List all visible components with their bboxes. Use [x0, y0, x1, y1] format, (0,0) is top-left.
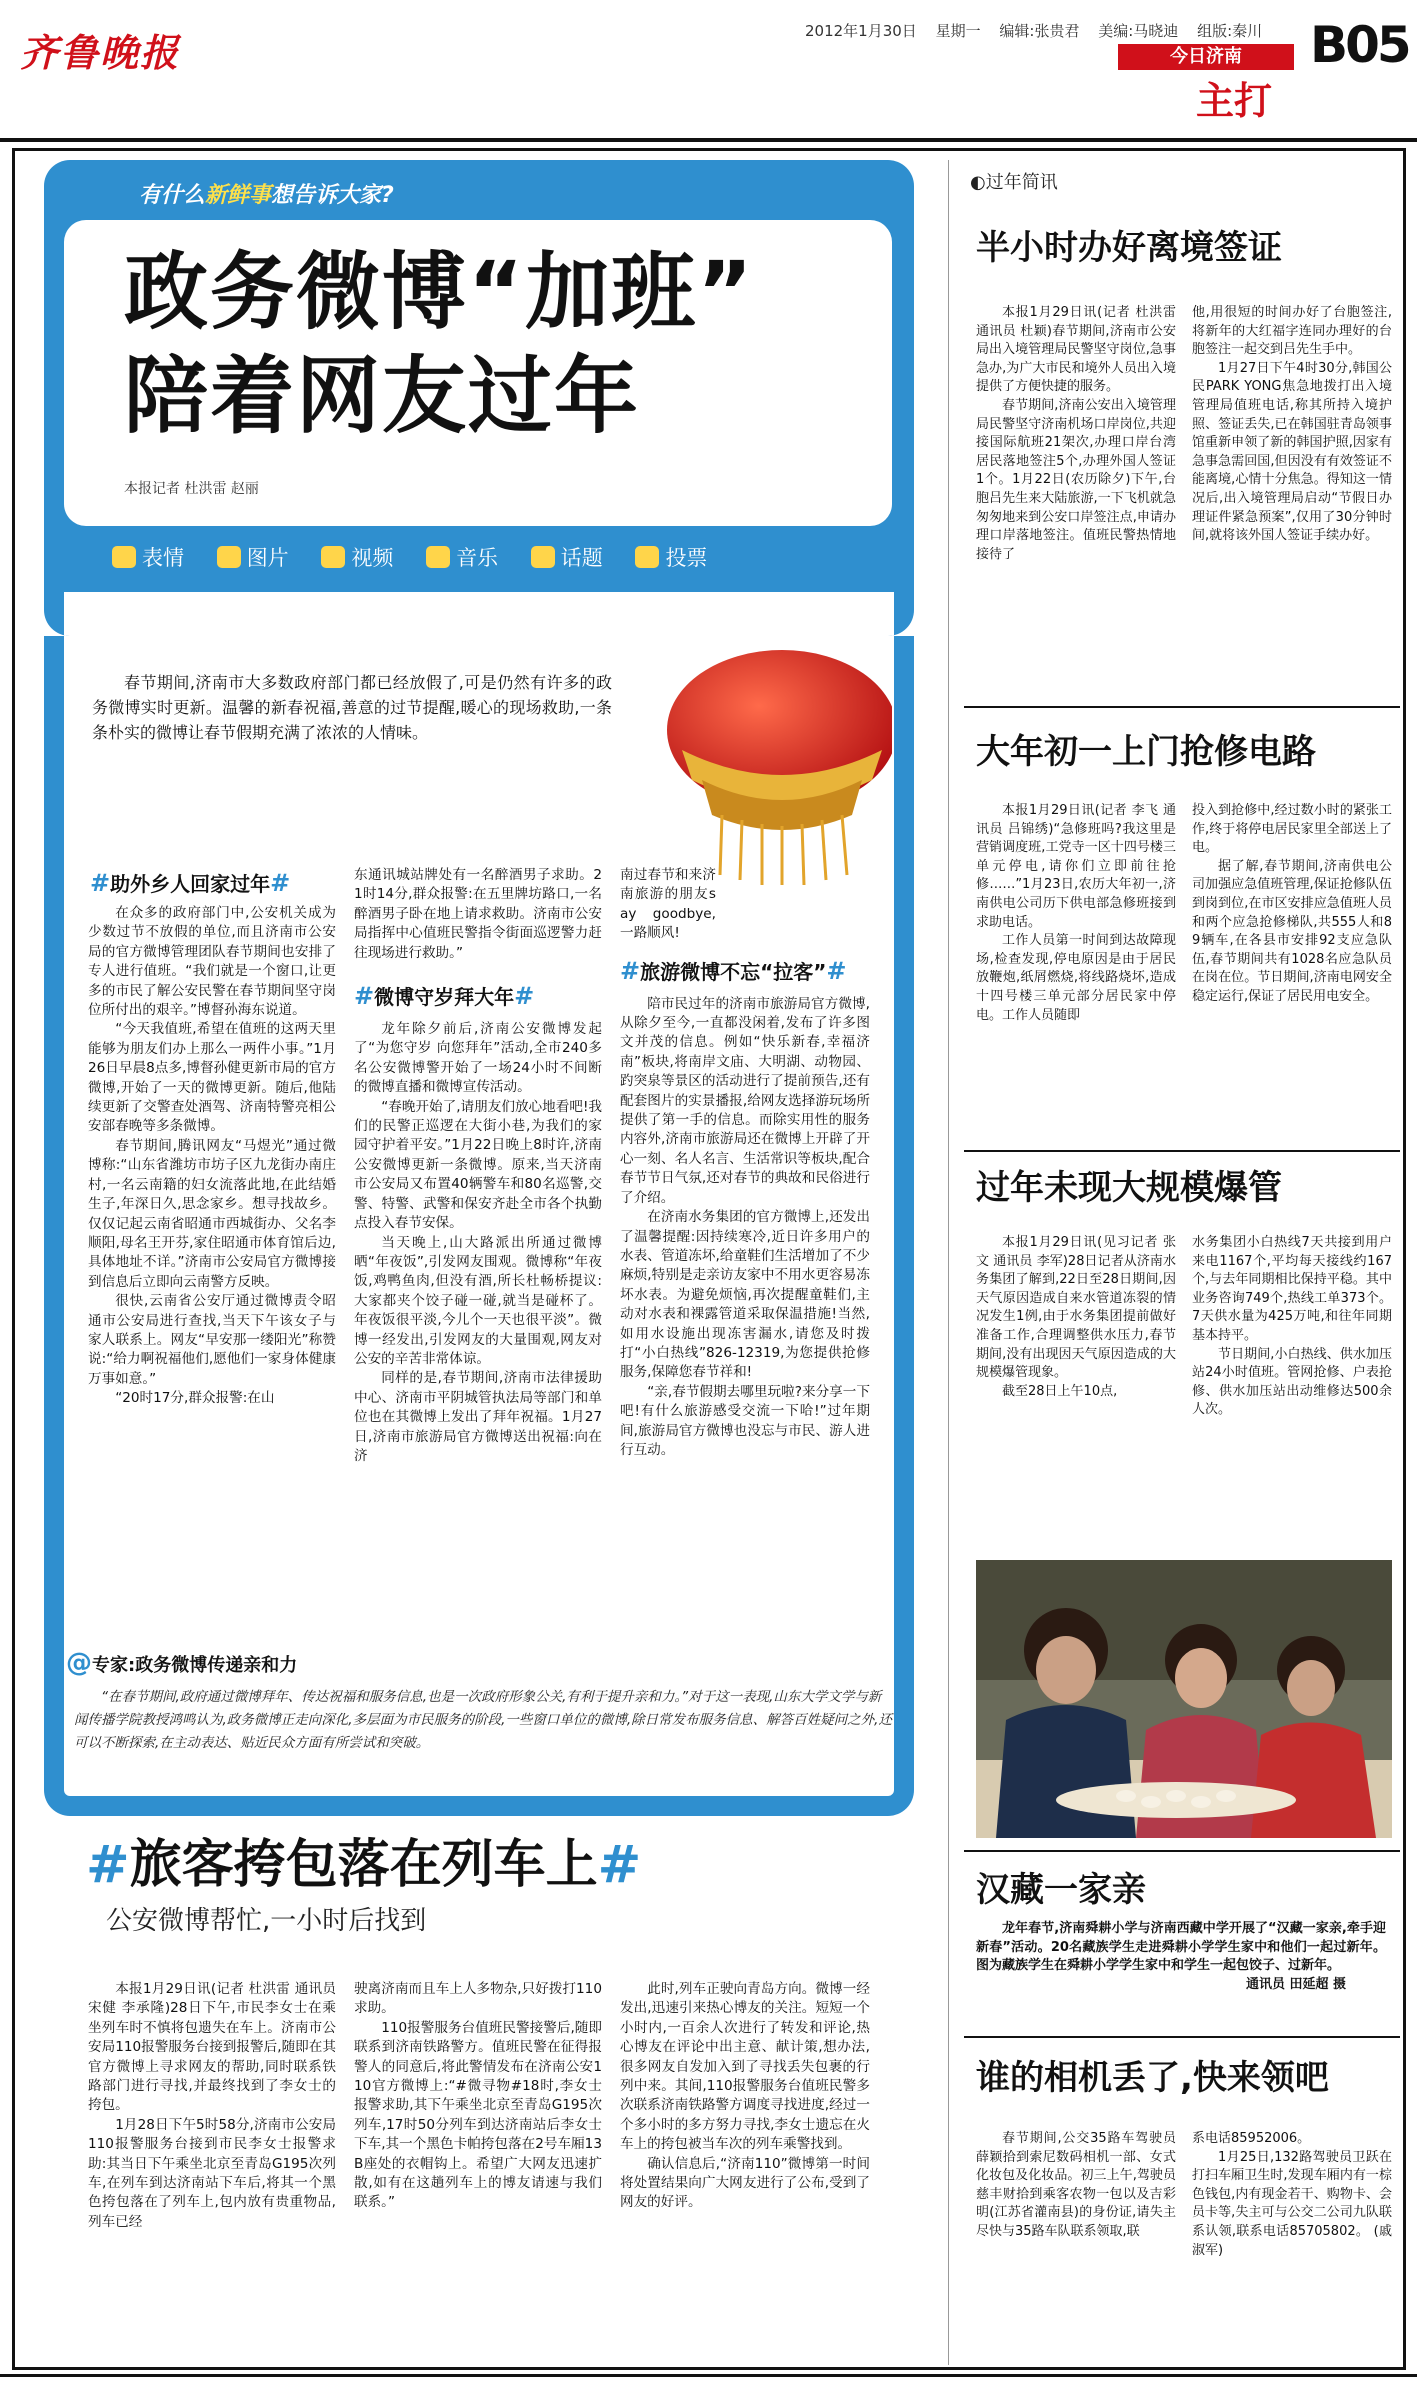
brief-5-title: 谁的相机丢了,快来领吧: [976, 2058, 1329, 2098]
hashtag-icon: #: [597, 1835, 642, 1895]
para: 陪市民过年的济南市旅游局官方微博,从除夕至今,一直都没闲着,发布了许多图文并茂的信息。例如“快乐新春,幸福济南”板块,将南岸文庙、大明湖、动物园、趵突泉等景区的活动进行了提前预告,还有配套图片的实景播报,给网友选择游玩场所提供了第一手的信息。而除实用性的服务内容外,济南市旅游局还在微博上开辟了开心一刻、名人名言、生活常识等板块,配合春节节日气氛,还对春节的典故和民俗进行了介绍。: [620, 995, 870, 1206]
ask-banner-pre: 有什么: [139, 183, 206, 208]
brief-1-title: 半小时办好离境签证: [976, 228, 1282, 268]
briefs-label-text: 过年简讯: [985, 172, 1058, 193]
hashtag-icon: #: [620, 956, 641, 985]
music-icon: [426, 546, 450, 568]
para: 驶离济南而且车上人多物杂,只好拨打110求助。: [354, 1981, 602, 2017]
subhead-3-text: 旅游微博不忘“拉客”: [640, 959, 827, 984]
column-name: 主打: [1196, 79, 1273, 123]
para: 他,用很短的时间办好了台胞签注,将新年的大红福字连同办理好的台胞签注一起交到吕先生手中。: [1192, 305, 1392, 358]
story-2-col-3: [620, 1980, 870, 2213]
hashtag-icon: #: [270, 869, 291, 897]
masthead-rule: [0, 138, 1417, 142]
paper-name-logo: 齐鲁晚报: [20, 30, 181, 75]
para: 节日期间,小白热线、供水加压站24小时值班。管网抢修、户表抢修、供水加压站出动维修达500余人次。: [1192, 1346, 1392, 1418]
issue-weekday: 星期一: [935, 22, 981, 40]
expert-title-text: 专家:政务微博传递亲和力: [92, 1655, 298, 1676]
brief-5-col-2: [1192, 2130, 1392, 2260]
story-2-col-2: [354, 1980, 602, 2213]
brief-4-title: 汉藏一家亲: [976, 1870, 1146, 1910]
para: 确认信息后,“济南110”微博第一时间将处置结果向广大网友进行了公布,受到了网友的好评。: [620, 2155, 870, 2211]
headline-line-2: 陪着网友过年: [124, 347, 641, 445]
para: 在济南水务集团的官方微博上,还发出了温馨提醒:因持续寒冷,近日许多用户的水表、管道冻坏,给童鞋们生活增加了不少麻烦,特别是走亲访友家中不用水更容易冻坏水表。为避免烦恼,再次提醒童鞋们,主动对水表和裸露管道采取保温措施!当然,如用水设施出现冻害漏水,请您及时拨打“小白热线”826-12319,为您提供抢修服务,保障您春节祥和!: [620, 1209, 870, 1381]
tab-picture[interactable]: 图片: [217, 546, 289, 570]
para: 110报警服务台值班民警接警后,随即联系到济南铁路警方。值班民警在征得报警人的同意后,将此警情发布在济南公安110官方微博上:“#微寻物#18时,李女士报警求助,其下午乘坐北京至青岛G195次列车,17时50分列车到达济南站后李女士下车,其一个黑色卡帕挎包落在2号车厢13B座处的衣帽钩上。希望广大网友迅速扩散,如有在这趟列车上的博友请速与我们联系。”: [354, 2019, 602, 2211]
smile-icon: [112, 546, 136, 568]
hashtag-icon: #: [90, 869, 111, 897]
para: 此时,列车正驶向青岛方向。微博一经发出,迅速引来热心博友的关注。短短一个小时内,一百余人次进行了转发和评论,热心博友在评论中出主意、献计策,想办法,很多网友自发加入到了寻找丢失包裹的行列中来。其间,110报警服务台值班民警多次联系济南铁路警方调度寻找进度,经过一个多小时的多方努力寻找,李女士遗忘在火车上的挎包被当车次的列车乘警找到。: [620, 1981, 870, 2153]
byline: 本报记者 杜洪雷 赵丽: [124, 481, 259, 497]
brief-2-col-1: [976, 802, 1176, 1025]
story-2-headline: [86, 1822, 641, 1897]
ask-banner: [139, 178, 394, 209]
briefs-label: [970, 168, 1058, 194]
para: 很快,云南省公安厅通过微博责令昭通市公安局进行查找,当天下午该女子与家人联系上。网友“早安那一缕阳光”称赞说:“给力啊祝福他们,愿他们一家身体健康万事如意。”: [88, 1293, 336, 1387]
brief-1-col-1: [976, 304, 1176, 564]
tab-topic[interactable]: 话题: [531, 546, 603, 570]
tab-emoji[interactable]: 表情: [112, 546, 184, 570]
art-editor-credit: 美编:马晓迪: [1098, 22, 1179, 40]
brief-3-title: 过年未现大规模爆管: [976, 1168, 1282, 1208]
brief-4-caption-block: [976, 1920, 1386, 1994]
layout-editor-credit: 组版:秦川: [1197, 22, 1263, 40]
para: 同样的是,春节期间,济南市法律援助中心、济南市平阴城管执法局等部门和单位也在其微博上发出了拜年祝福。1月27日,济南市旅游局官方微博送出祝福:向在济: [354, 1370, 602, 1464]
subhead-3: [620, 956, 870, 985]
weibo-tabs: [112, 542, 733, 572]
hashtag-icon: #: [826, 956, 847, 985]
para: 本报1月29日讯(记者 李飞 通讯员 吕锦绣)“急修班吗?我这里是营销调度班,工党寺一区十四号楼三单元停电,请你们立即前往抢修……”1月23日,农历大年初一,济南供电公司历下供电部急修班接到求助电话。: [976, 803, 1176, 930]
para: “亲,春节假期去哪里玩啦?来分享一下吧!有什么旅游感受交流一下哈!”过年期间,旅游局官方微博也没忘与市民、游人进行互动。: [620, 1383, 870, 1458]
story-2-subtitle: 公安微博帮忙,一小时后找到: [106, 1906, 427, 1936]
para: 投入到抢修中,经过数小时的紧张工作,终于将停电居民家里全部送上了电。: [1192, 803, 1392, 856]
brief-1-col-2: [1192, 304, 1392, 546]
dumpling-photo: [976, 1560, 1392, 1838]
subhead-2-text: 微博守岁拜大年: [374, 985, 515, 1010]
issue-date: 2012年1月30日: [805, 22, 917, 40]
subhead-2: [354, 981, 602, 1010]
brief-3-col-1: [976, 1234, 1176, 1401]
feature-box: [44, 160, 914, 636]
para: 东通讯城站牌处有一名醉酒男子求助。21时14分,群众报警:在五里牌坊路口,一名醉酒男子卧在地上请求救助。济南市公安局指挥中心值班民警指令街面巡逻警力赶往现场进行救助。”: [354, 867, 602, 961]
tab-vote[interactable]: 投票: [635, 546, 707, 570]
page-bottom-rule: [0, 2374, 1417, 2377]
ask-banner-post: 想告诉大家?: [271, 183, 394, 208]
ask-banner-highlight: 新鲜事: [205, 183, 272, 208]
para: 工作人员第一时间到达故障现场,检查发现,停电原因是由于居民放鞭炮,纸屑燃烧,将线路烧坏,造成十四号楼三单元部分居民家中停电。工作人员随即: [976, 933, 1176, 1023]
para: 在众多的政府部门中,公安机关成为少数过节不放假的单位,而且济南市公安局的官方微博管理团队春节期间也安排了专人进行值班。“我们就是一个窗口,让更多的市民了解公安民警在春节期间坚守岗位所付出的艰辛。”博督孙海东说道。: [88, 905, 336, 1019]
photo-credit: 通讯员 田延超 摄: [1245, 1976, 1346, 1992]
vote-icon: [635, 546, 659, 568]
expert-text: “在春节期间,政府通过微博拜年、传达祝福和服务信息,也是一次政府形象公关,有利于提升亲和力。”对于这一表现,山东大学文学与新闻传播学院教授鸿鸣认为,政务微博正走向深化,多层面为市民服务的阶段,一些窗口单位的微博,除日常发布服务信息、解答百姓疑问之外,还可以不断探索,在主动表达、贴近民众方面有所尝试和突破。: [74, 1689, 892, 1751]
brief-divider: [964, 1150, 1400, 1152]
para: “春晚开始了,请朋友们放心地看吧!我们的民警正巡逻在大街小巷,为我们的家园守护着平安。”1月22日晚上8时许,济南公安微博更新一条微博。原来,当天济南市公安局又布置40辆警车和80名巡警,交警、特警、武警和保安齐赴全市各个执勤点投入春节安保。: [354, 1098, 602, 1232]
dateline: [805, 20, 1276, 41]
para: 系电话85952006。: [1192, 2131, 1311, 2146]
hashtag-icon: #: [354, 982, 375, 1011]
para: 据了解,春节期间,济南供电公司加强应急值班管理,保证抢修队伍到岗到位,在市区安排应急值班人员和两个应急抢修梯队,共555人和89辆车,在各县市安排92支应急队伍,春节期间共有1028名应急队员在岗在位。节日期间,济南电网安全稳定运行,保证了居民用电安全。: [1192, 858, 1392, 1004]
brief-divider: [964, 706, 1400, 708]
main-headline: [124, 240, 754, 448]
para: 春节期间,公交35路车驾驶员薛颖拾到索尼数码相机一部、女式化妆包及化妆品。初三上午,驾驶员慈丰财拾到乘客农物一包以及吉彩明(江苏省灌南县)的身份证,请失主尽快与35路车队联系领取,联: [976, 2131, 1176, 2239]
lantern-illustration: [642, 640, 892, 890]
para: 龙年除夕前后,济南公安微博发起了“为您守岁 向您拜年”活动,全市240多名公安微博警开始了一场24小时不间断的微博直播和微博宣传活动。: [354, 1021, 602, 1096]
topic-icon: [531, 546, 555, 568]
para: 本报1月29日讯(见习记者 张文 通讯员 李军)28日记者从济南水务集团了解到,22日至28日期间,因天气原因造成自来水管道冻裂的情况发生1例,由于水务集团提前做好准备工作,合理调整供水压力,春节期间,没有出现因天气原因造成的大规模爆管现象。: [976, 1235, 1176, 1381]
at-icon: @: [66, 1648, 92, 1678]
brief-2-col-2: [1192, 802, 1392, 1007]
section-tag: 今日济南: [1118, 44, 1294, 70]
brief-3-col-2: [1192, 1234, 1392, 1420]
article-col-3: [620, 866, 870, 1460]
page-number: B05: [1310, 16, 1409, 74]
video-icon: [321, 546, 345, 568]
hashtag-icon: #: [514, 982, 535, 1011]
masthead: [0, 0, 1417, 145]
tab-music[interactable]: 音乐: [426, 546, 498, 570]
lead-paragraph: 春节期间,济南市大多数政府部门都已经放假了,可是仍然有许多的政务微博实时更新。温馨的新春祝福,善意的过节提醒,暖心的现场救助,一条条朴实的微博让春节假期充满了浓浓的人情味。: [92, 673, 612, 742]
subhead-1: [90, 868, 290, 897]
para: 春节期间,济南公安出入境管理局民警坚守济南机场口岸岗位,共迎接国际航班21架次,办理口岸台湾居民落地签注5个,办理外国人签证1个。1月22日(农历除夕)下午,台胞吕先生来大陆旅游,一下飞机就急匆匆地来到公安口岸签注点,申请办理口岸落地签注。值班民警热情地接待了: [976, 397, 1176, 562]
brief-divider: [964, 2036, 1400, 2038]
para: “20时17分,群众报警:在山: [115, 1390, 275, 1407]
article-col-2: [354, 866, 602, 1466]
brief-divider: [964, 1850, 1400, 1852]
para: 春节期间,腾讯网友“马煜光”通过微博称:“山东省潍坊市坊子区九龙街办南庄村,一名云南籍的妇女流落此地,在此结婚生子,年深日久,思念家乡。想寻找故乡。仅仅记起云南省昭通市西城街办、父名李顺阳,母名王开芬,家住昭通市体育馆后边,具体地址不详。”济南市公安局官方微博接到信息后立即向云南警方反映。: [88, 1137, 336, 1290]
subhead-1-text: 助外乡人回家过年: [110, 872, 271, 896]
clock-icon: ◐: [970, 172, 986, 193]
headline-panel: [64, 220, 892, 526]
para: “今天我值班,希望在值班的这两天里能够为朋友们办上那么一两件小事。”1月26日早晨8点多,博督孙健更新市局的官方微博,开始了一天的微博更新。随后,他陆续更新了交警查处酒驾、济南特警亮相公安部春晚等多条微博。: [88, 1021, 336, 1135]
para: 1月28日下午5时58分,济南市公安局110报警服务台接到市民李女士报警求助:其当日下午乘坐北京至青岛G195次列车,在列车到达济南站下车后,将其一个黑色挎包落在了列车上,包内放有贵重物品,列车已经: [88, 2116, 336, 2230]
editor-credit: 编辑:张贵君: [999, 22, 1080, 40]
para: 1月25日,132路驾驶员卫跃在打扫车厢卫生时,发现车厢内有一棕色钱包,内有现金若干、购物卡、会员卡等,失主可与公交二公司九队联系认领,联系电话85705802。 (戚淑军): [1192, 2149, 1392, 2258]
photo-caption: 龙年春节,济南舜耕小学与济南西藏中学开展了“汉藏一家亲,牵手迎新春”活动。20名藏族学生走进舜耕小学学生家中和他们一起过新年。图为藏族学生在舜耕小学学生家中和学生一起包饺子、过新年。: [976, 1921, 1386, 1974]
tab-video[interactable]: 视频: [321, 546, 393, 570]
para: 水务集团小白热线7天共接到用户来电1167个,平均每天接线约167个,与去年同期相比保持平稳。其中业务咨询749个,热线工单373个。7天供水量为425万吨,和往年同期基本持平。: [1192, 1235, 1392, 1343]
para: 南过春节和来济南旅游的朋友say goodbye,一路顺风!: [620, 867, 716, 942]
picture-icon: [217, 546, 241, 568]
story-2-col-1: [88, 1980, 336, 2232]
brief-2-title: 大年初一上门抢修电路: [976, 732, 1316, 772]
story-2-title: 旅客挎包落在列车上: [129, 1835, 598, 1895]
feature-body-top: [64, 592, 894, 636]
article-col-1: [88, 904, 336, 1409]
expert-title: [66, 1648, 297, 1678]
para: 当天晚上,山大路派出所通过微博晒“年夜饭”,引发网友围观。微博称“年夜饭,鸡鸭鱼肉,但没有酒,所长杜畅桥提议:大家都夹个饺子碰一碰,就当是碰杯了。年夜饭很平淡,今儿个一天也很平淡”。微博一经发出,引发网友的大量围观,网友对公安的辛苦非常体谅。: [354, 1234, 602, 1367]
hashtag-icon: #: [86, 1835, 130, 1895]
para: 本报1月29日讯(记者 杜洪雷 通讯员 杜颖)春节期间,济南市公安局出入境管理局民警坚守岗位,急事急办,为广大市民和境外人员出入境提供了方便快捷的服务。: [976, 305, 1176, 395]
para: 本报1月29日讯(记者 杜洪雷 通讯员 宋健 李承隆)28日下午,市民李女士在乘坐列车时不慎将包遗失在车上。济南市公安局110报警服务台接到报警后,随即在其官方微博上寻求网友的帮助,同时联系铁路部门进行寻找,并最终找到了李女士的挎包。: [88, 1981, 336, 2114]
headline-line-1: 政务微博“加班”: [124, 243, 755, 341]
para: 截至28日上午10点,: [1002, 1383, 1118, 1399]
expert-box: [66, 1648, 892, 1804]
brief-5-col-1: [976, 2130, 1176, 2242]
para: 1月27日下午4时30分,韩国公民PARK YONG焦急地拨打出入境管理局值班电话,称其所持入境护照、签证丢失,已在韩国驻青岛领事馆重新申领了新的韩国护照,因家有急事急需回国,但因没有有效签证不能离境,心情十分焦急。得知这一情况后,出入境管理局启动“节假日办理证件紧急预案”,仅用了30分钟时间,就将该外国人签证手续办好。: [1192, 360, 1392, 544]
column-divider: [948, 160, 949, 2365]
